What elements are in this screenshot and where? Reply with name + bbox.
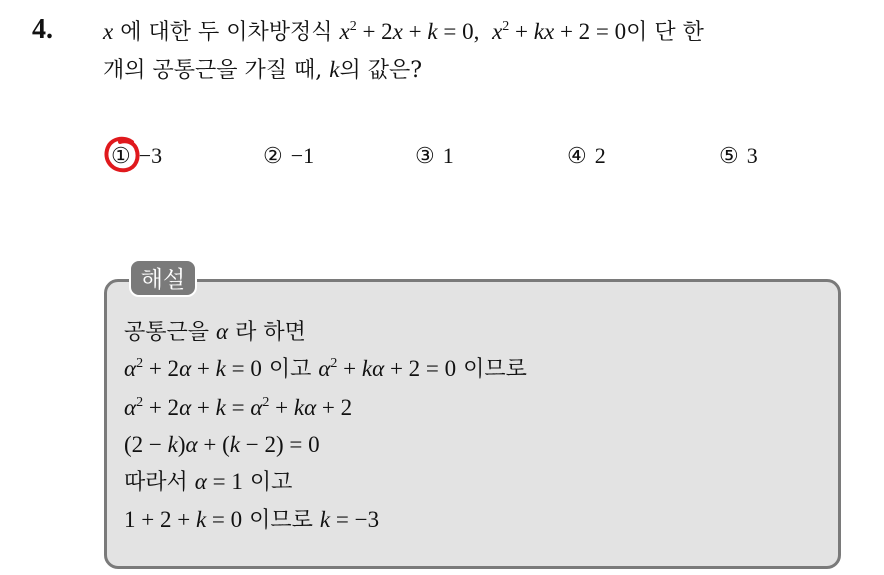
solution-line-3: $\alpha^2 + 2\alpha + k = \alpha^2 + k\alpha + 2$ (124, 395, 353, 420)
solution-line-4: (2 − k)α + (k − 2) = 0 (124, 432, 320, 457)
choice-value: −3 (138, 143, 163, 168)
choice-number: ① (111, 143, 131, 168)
choice-1[interactable] (111, 143, 162, 169)
question-number: 4. (32, 14, 53, 45)
choice-5[interactable] (719, 143, 758, 169)
equation-2: $x^2$ + kx + 2 = 0 (492, 19, 627, 44)
question-line-1 (103, 17, 704, 48)
choice-number: ⑤ (719, 143, 739, 168)
solution-line-5: 따라서 α = 1 이고 (124, 469, 293, 495)
solution-line-6: 1 + 2 + k = 0 이므로 k = −3 (124, 507, 380, 533)
var-x: x (103, 19, 114, 44)
choice-2[interactable] (263, 143, 314, 169)
question-text-4: 의 값은? (339, 58, 423, 83)
choice-value: 3 (746, 143, 758, 168)
choice-4[interactable] (567, 143, 606, 169)
question-line-2 (103, 55, 422, 86)
choice-number: ③ (415, 143, 435, 168)
answer-circle-icon (102, 134, 144, 176)
question-text-1: 에 대한 두 이차방정식 (120, 20, 333, 45)
choice-number: ④ (567, 143, 587, 168)
solution-line-1: 공통근을 α 라 하면 (124, 319, 306, 345)
choice-value: −1 (290, 143, 315, 168)
question-text-2: 이 단 한 (626, 20, 704, 45)
var-k: k (329, 57, 340, 82)
choice-value: 2 (594, 143, 606, 168)
solution-label: 해설 (129, 259, 197, 297)
choice-value: 1 (442, 143, 454, 168)
question-text-3: 개의 공통근을 가질 때, (103, 58, 323, 83)
equation-1: $x^2 + 2x + k = 0$, (339, 19, 480, 44)
solution-line-2: $\alpha^2 + 2\alpha + k = 0$ 이고 $\alpha^2 + k\alpha + 2 = 0$ 이므로 (124, 356, 527, 382)
choice-3[interactable] (415, 143, 454, 169)
choice-number: ② (263, 143, 283, 168)
